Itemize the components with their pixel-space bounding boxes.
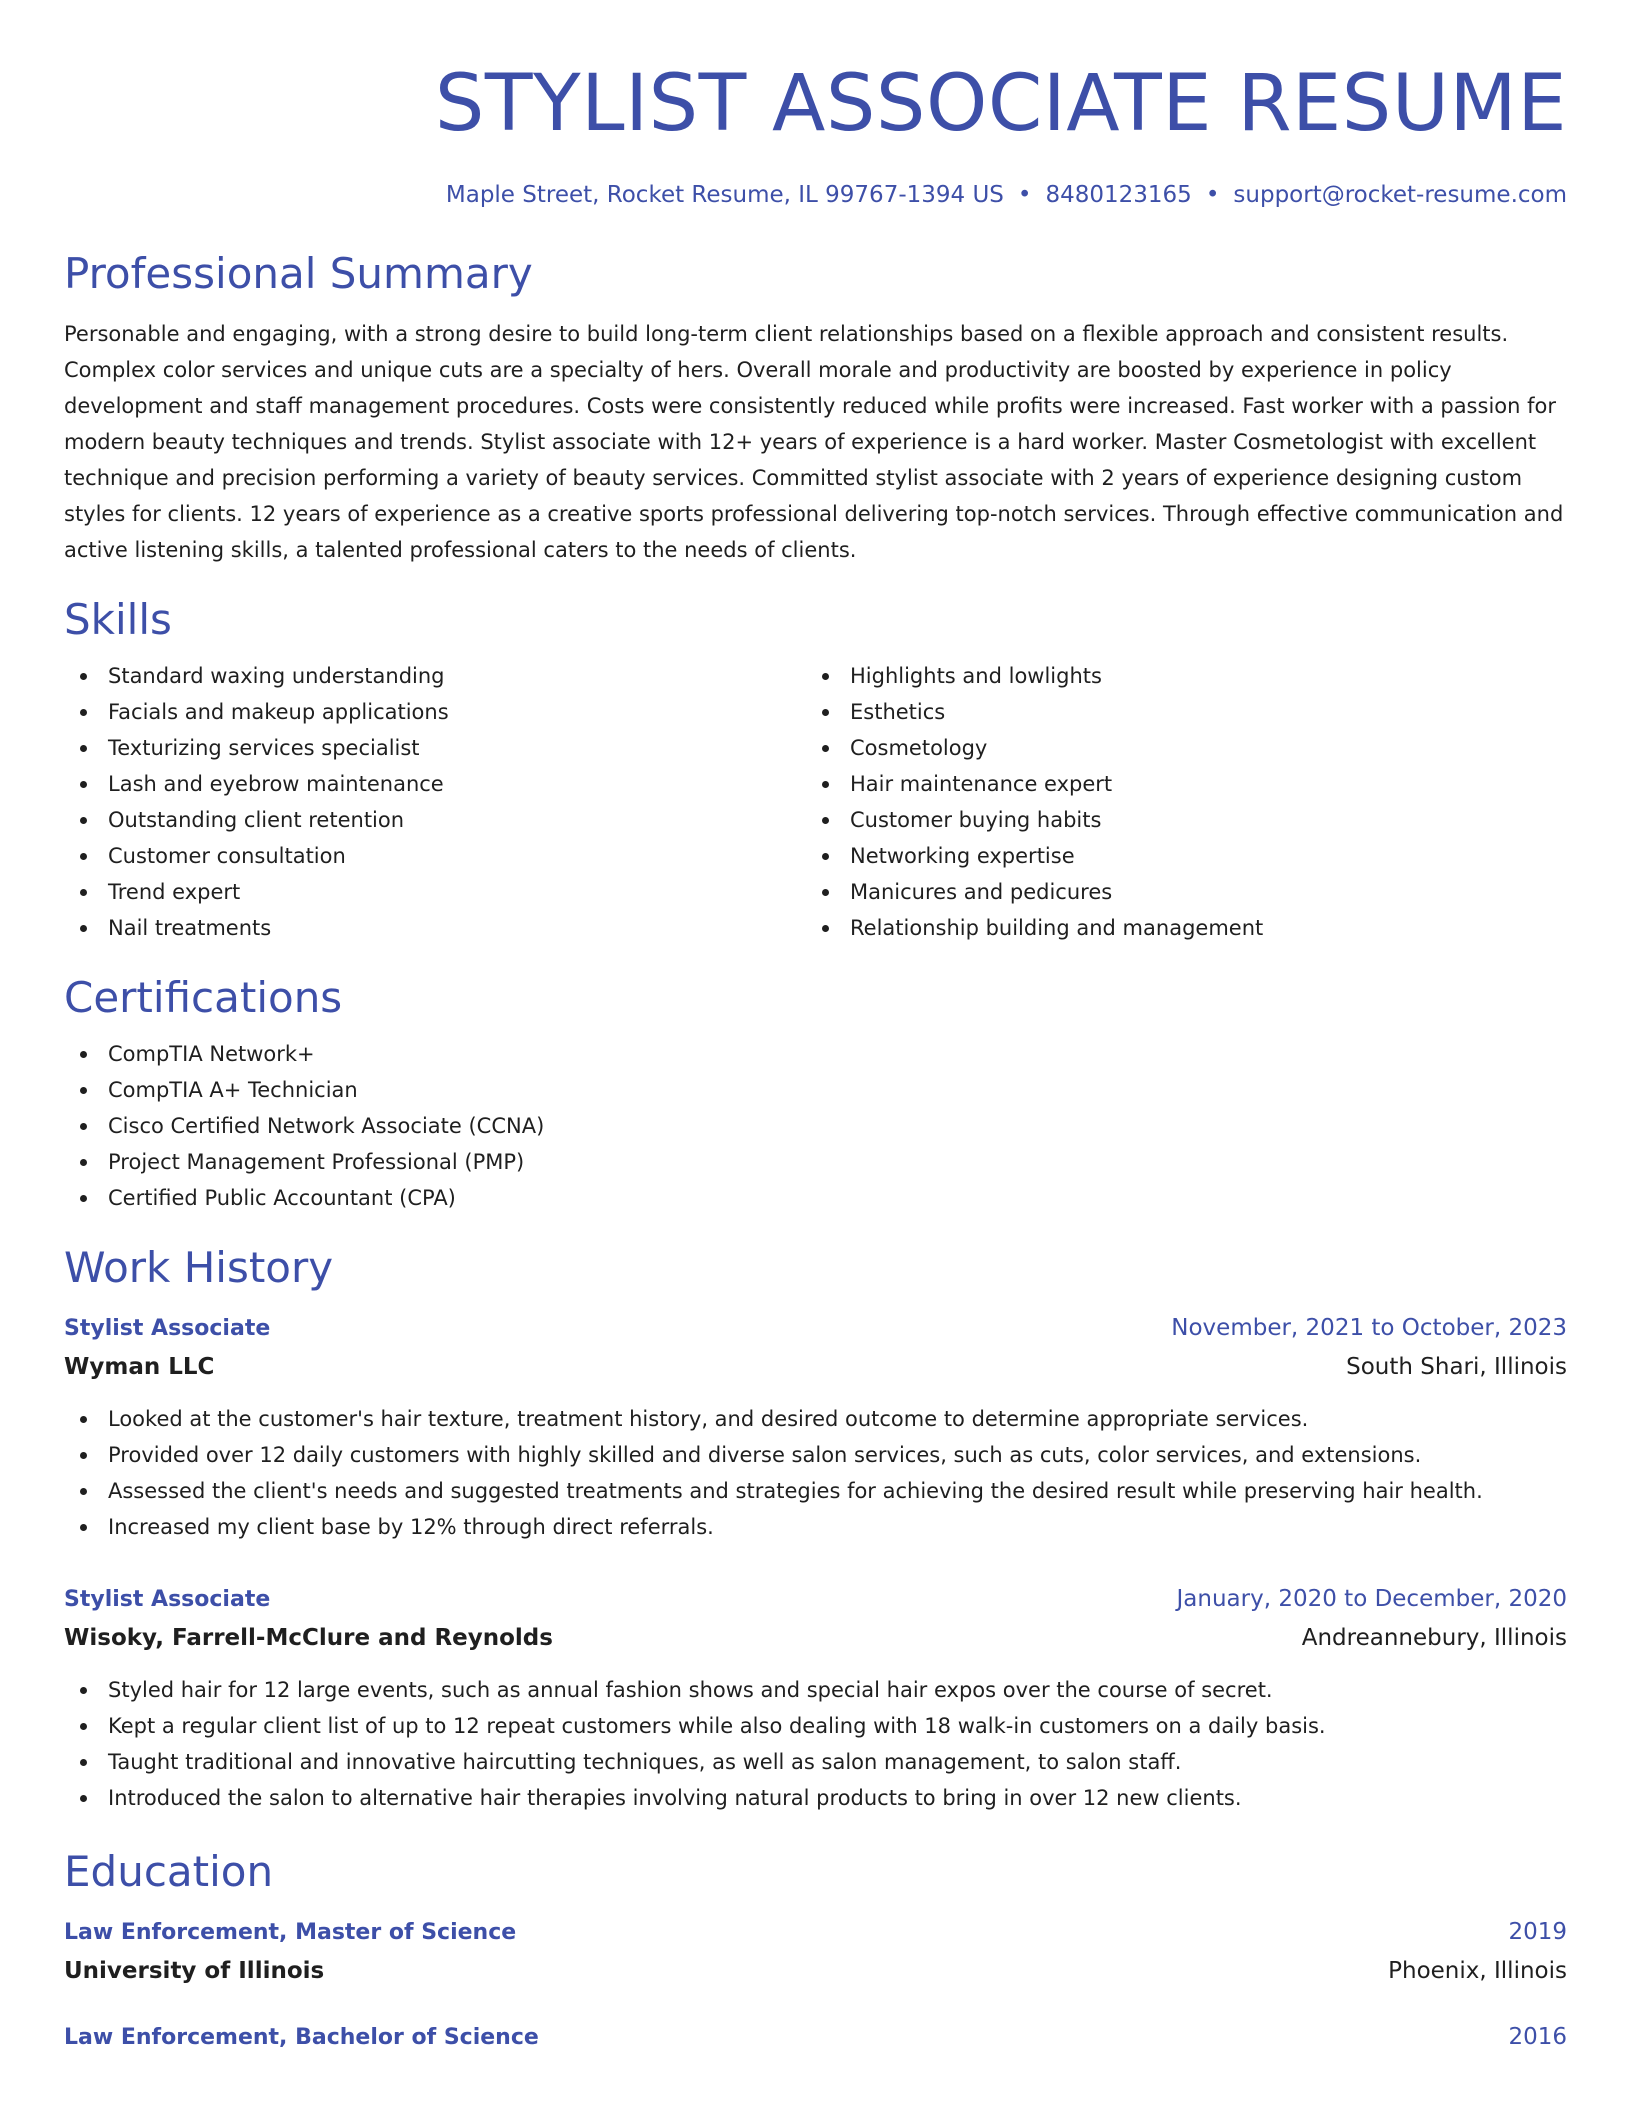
education-location: Phoenix, Illinois xyxy=(1388,1958,1567,1984)
contact-separator: • xyxy=(1017,182,1032,208)
summary-text: Personable and engaging, with a strong desire to build long-term client relationships based on a flexible approach and consistent results. Complex color services and unique cuts are a specialty of hers. Overall morale and productivity are boosted by experience in policy development and staff management procedures. Costs were consistently reduced while profits were increased. Fast worker with a passion for modern beauty techniques and trends. Stylist associate with 12+ years of experience is a hard worker. Master Cosmetologist with excellent technique and precision performing a variety of beauty services. Committed stylist associate with 2 years of experience designing custom styles for clients. 12 years of experience as a creative sports professional delivering top-notch services. Through effective communication and active listening skills, a talented professional caters to the needs of clients. xyxy=(64,322,1564,562)
job-entry xyxy=(64,1310,1567,1545)
work-history-heading: Work History xyxy=(64,1243,334,1292)
skill-item: Nail treatments xyxy=(64,910,806,946)
job-bullet: Increased my client base by 12% through direct referrals. xyxy=(64,1509,1567,1545)
job-bullet: Kept a regular client list of up to 12 repeat customers while also dealing with 18 walk-in customers on a daily basis. xyxy=(64,1708,1567,1744)
skills-grid xyxy=(64,658,1567,946)
job-bullets xyxy=(64,1401,1567,1545)
contact-email: support@rocket-resume.com xyxy=(1233,182,1567,208)
skill-item: Standard waxing understanding xyxy=(64,658,806,694)
resume-title: STYLIST ASSOCIATE RESUME xyxy=(434,59,1567,149)
resume-page xyxy=(64,0,1567,2056)
skill-item: Outstanding client retention xyxy=(64,802,806,838)
certification-item: Project Management Professional (PMP) xyxy=(64,1144,1567,1180)
job-company-row xyxy=(64,1618,1567,1658)
job-bullets xyxy=(64,1672,1567,1816)
education-degree-row xyxy=(64,2019,1567,2056)
job-location: Andreannebury, Illinois xyxy=(1301,1625,1567,1651)
skill-item: Networking expertise xyxy=(806,838,1548,874)
certification-item: CompTIA A+ Technician xyxy=(64,1072,1567,1108)
education-heading: Education xyxy=(64,1847,274,1896)
contact-separator: • xyxy=(1205,182,1220,208)
skill-item: Trend expert xyxy=(64,874,806,910)
skill-item: Lash and eyebrow maintenance xyxy=(64,766,806,802)
skill-item: Customer consultation xyxy=(64,838,806,874)
skill-item: Highlights and lowlights xyxy=(806,658,1548,694)
skill-item: Facials and makeup applications xyxy=(64,694,806,730)
skill-item: Texturizing services specialist xyxy=(64,730,806,766)
certification-item: Certified Public Accountant (CPA) xyxy=(64,1180,1567,1216)
job-company-row xyxy=(64,1347,1567,1387)
job-dates: January, 2020 to December, 2020 xyxy=(1176,1586,1567,1612)
job-title: Stylist Associate xyxy=(64,1316,271,1341)
education-school-row xyxy=(64,1951,1567,1991)
job-company: Wyman LLC xyxy=(64,1354,215,1380)
education-entry xyxy=(64,2019,1567,2056)
job-bullet: Looked at the customer's hair texture, treatment history, and desired outcome to determine appropriate services. xyxy=(64,1401,1567,1437)
job-bullet: Styled hair for 12 large events, such as annual fashion shows and special hair expos over the course of secret. xyxy=(64,1672,1567,1708)
education-degree: Law Enforcement, Bachelor of Science xyxy=(64,2025,539,2050)
skill-item: Relationship building and management xyxy=(806,910,1548,946)
education-degree-row xyxy=(64,1914,1567,1951)
job-company: Wisoky, Farrell-McClure and Reynolds xyxy=(64,1625,553,1651)
job-bullet: Introduced the salon to alternative hair therapies involving natural products to bring in over 12 new clients. xyxy=(64,1780,1567,1816)
contact-address: Maple Street, Rocket Resume, IL 99767-1394 US xyxy=(445,182,1004,208)
job-bullet: Taught traditional and innovative haircutting techniques, as well as salon management, to salon staff. xyxy=(64,1744,1567,1780)
education-year: 2019 xyxy=(1508,1919,1567,1945)
education-year: 2016 xyxy=(1508,2024,1567,2050)
skills-column-right xyxy=(806,658,1548,946)
certification-item: Cisco Certified Network Associate (CCNA) xyxy=(64,1108,1567,1144)
contact-line xyxy=(64,180,1567,210)
job-title: Stylist Associate xyxy=(64,1587,271,1612)
skill-item: Esthetics xyxy=(806,694,1548,730)
skill-item: Hair maintenance expert xyxy=(806,766,1548,802)
skill-item: Cosmetology xyxy=(806,730,1548,766)
job-title-row xyxy=(64,1581,1567,1618)
job-location: South Shari, Illinois xyxy=(1346,1354,1567,1380)
job-title-row xyxy=(64,1310,1567,1347)
skills-column-left xyxy=(64,658,806,946)
job-bullet: Provided over 12 daily customers with highly skilled and diverse salon services, such as cuts, color services, and extensions. xyxy=(64,1437,1567,1473)
contact-phone: 8480123165 xyxy=(1045,182,1192,208)
certifications-list xyxy=(64,1036,1567,1216)
education-school: University of Illinois xyxy=(64,1958,325,1984)
skills-heading: Skills xyxy=(64,595,172,644)
education-entry xyxy=(64,1914,1567,1991)
job-bullet: Assessed the client's needs and suggested treatments and strategies for achieving the desired result while preserving hair health. xyxy=(64,1473,1567,1509)
job-dates: November, 2021 to October, 2023 xyxy=(1171,1315,1567,1341)
summary-heading: Professional Summary xyxy=(64,249,533,298)
certification-item: CompTIA Network+ xyxy=(64,1036,1567,1072)
education-degree: Law Enforcement, Master of Science xyxy=(64,1920,517,1945)
skill-item: Customer buying habits xyxy=(806,802,1548,838)
job-entry xyxy=(64,1581,1567,1816)
certifications-heading: Certifications xyxy=(64,973,343,1022)
skill-item: Manicures and pedicures xyxy=(806,874,1548,910)
